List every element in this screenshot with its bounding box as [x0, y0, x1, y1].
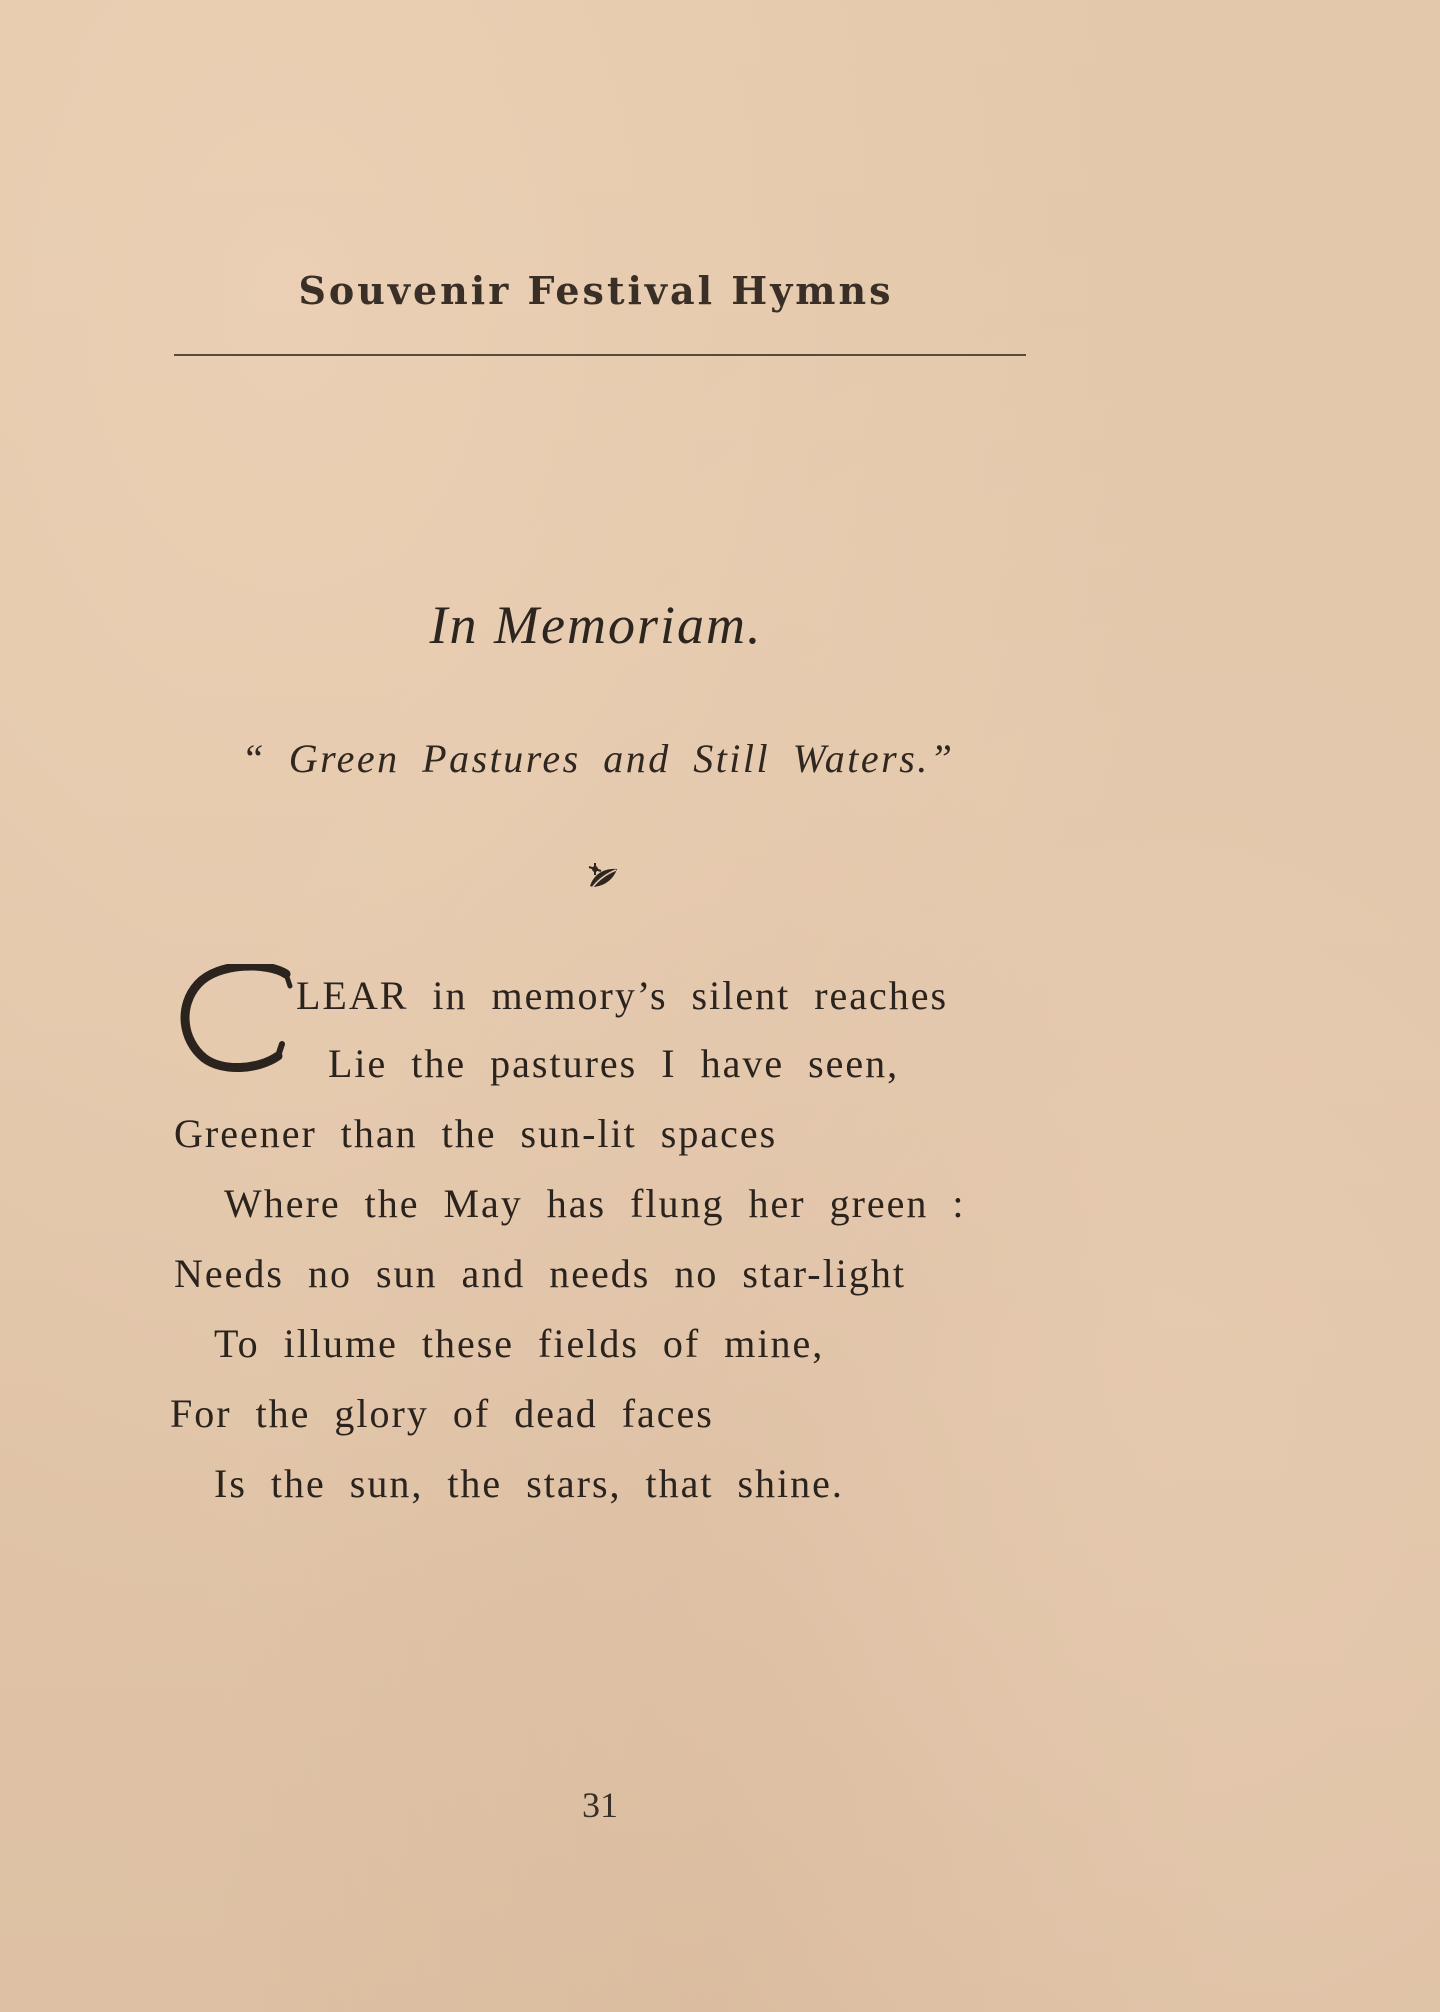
header-rule	[174, 354, 1026, 356]
poem-line-6: To illume these fields of mine,	[214, 1321, 825, 1366]
poem-line-3: Greener than the sun-lit spaces	[174, 1111, 778, 1156]
poem-line-7: For the glory of dead faces	[170, 1391, 714, 1436]
running-head: Souvenir Festival Hymns	[298, 268, 894, 313]
drop-cap-letter	[178, 964, 298, 1074]
poem-line-5: Needs no sun and needs no star-light	[174, 1251, 906, 1296]
page-number: 31	[582, 1785, 618, 1825]
poem-line-4: Where the May has flung her green :	[224, 1181, 966, 1226]
poem-line-8: Is the sun, the stars, that shine.	[214, 1461, 844, 1506]
poem-line-2: Lie the pastures I have seen,	[328, 1041, 900, 1086]
poem-line-1: LEAR in memory’s silent reaches	[296, 973, 949, 1018]
poem-subtitle: “ Green Pastures and Still Waters.”	[241, 736, 955, 781]
leaf-ornament-icon	[584, 858, 624, 898]
poem-title: In Memoriam.	[429, 595, 763, 655]
